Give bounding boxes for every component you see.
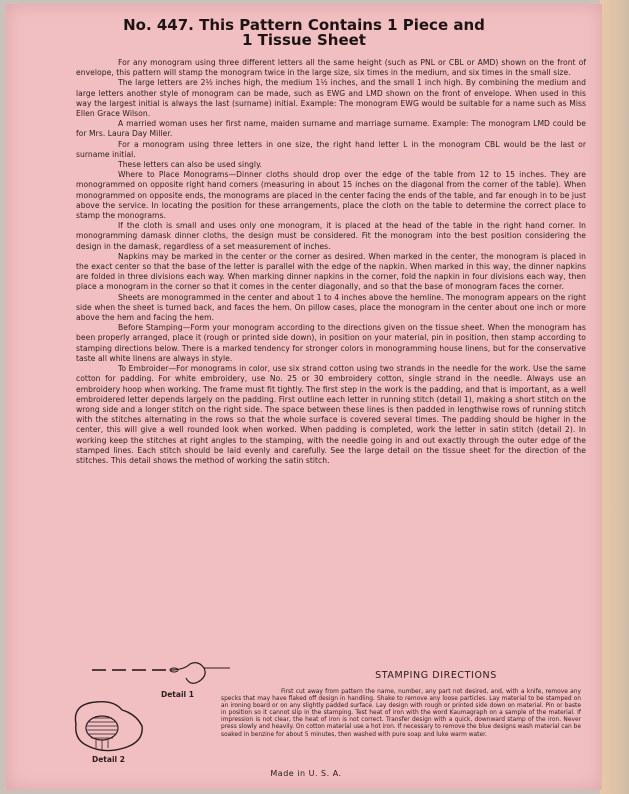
detail-2-label: Detail 2: [92, 755, 125, 764]
paragraph: To Embroider—For monograms in color, use six strand cotton using two strands in the needle for the work. Use the same cotton for padding. For white embroidery, use No. 25 or 30 embroidery cotton, single strand in the needle. Always use an embroidery hoop when working. The frame must fit tightly. The first step in the work is the padding, and that is important, as a well embroidered letter depends largely on the padding. First outline each letter in running stitch (detail 1), making a short stitch on the wrong side and a longer stitch on the right side. The space between these lines is then padded in lengthwise rows of running stitch with the stitches alternating in the rows so that the whole surface is covered several times. The padding should be higher in the center, this will give a well rounded look when worked. When padding is completed, work the letter in satin stitch (detail 2). In working keep the stitches at right angles to the stamping, with the needle going in and out exactly through the outer edge of the stamped lines. Each stitch should be laid evenly and carefully. See the large detail on the tissue sheet for the direction of the stitches. This detail shows the method of working the satin stitch.: [76, 364, 586, 465]
stamping-directions-title: STAMPING DIRECTIONS: [375, 670, 497, 681]
instructions-body: [76, 58, 586, 466]
satin-stitch-icon: [75, 702, 142, 751]
stamping-directions-body: First cut away from pattern the name, number, any part not desired, and, with a knife, remove any specks that may have flaked off design in handling. Shake to remove any loose particles. Lay material to be stamped on an ironing board or on any slightly padded surface. Lay design with rough or printed side down on material. Pin or baste in position so it cannot slip in the stamping. Test heat of iron with the word Kaumagraph on a sample of the material. If impression is not clear, the heat of iron is not correct. Transfer design with a quick, downward stamp of the iron. Never press slowly and heavily. On cotton material use a hot iron. If necessary to remove the blue designs wash material can be soaked in benzine for about 5 minutes, then washed with pure soap and luke warm water.: [221, 689, 582, 738]
paragraph: Sheets are monogrammed in the center and about 1 to 4 inches above the hemline. The monogram appears on the right side when the sheet is turned back, and faces the hem. On pillow cases, place the monogram in the center about one inch or more above the hem and facing the hem.: [76, 292, 586, 323]
envelope-edge: [600, 0, 629, 794]
made-in-label: Made in U. S. A.: [270, 769, 342, 778]
paragraph: For a monogram using three letters in one size, the right hand letter L in the monogram CBL would be the last or surname initial.: [76, 139, 586, 159]
paragraph: These letters can also be used singly.: [118, 160, 263, 170]
paragraph: Before Stamping—Form your monogram according to the directions given on the tissue sheet. When the monogram has been properly arranged, place it (rough or printed side down), in position on your material, pin in position, then stamp according to stamping directions below. There is a marked tendency for stronger colors in monogramming house linens, but for the conservative taste all white linens are always in style.: [76, 323, 586, 363]
paragraph: For any monogram using three different letters all the same height (such as PNL or CBL or AMD) shown on the front of envelope, this pattern will stamp the monogram twice in the large size, six times in the medium, and six times in the small size.: [76, 58, 586, 78]
page-title: [6, 18, 602, 48]
detail-1-label: Detail 1: [161, 690, 194, 699]
paragraph: A married woman uses her first name, maiden surname and marriage surname. Example: The monogram LMD could be for Mrs. Laura Day Miller.: [76, 119, 586, 139]
pattern-sheet: [6, 4, 602, 790]
stamping-directions-text: [221, 689, 581, 739]
paragraph: If the cloth is small and uses only one monogram, it is placed at the head of the table in the right hand corner. In monogramming damask dinner cloths, the design must be considered. Fit the monogram into the best position considering the design in the damask, regardless of a set measurement of inches.: [76, 221, 586, 251]
title-line-1: No. 447. This Pattern Contains 1 Piece and: [123, 16, 485, 34]
title-line-2: 1 Tissue Sheet: [242, 31, 366, 49]
paragraph: The large letters are 2½ inches high, the medium 1½ inches, and the small 1 inch high. By combining the medium and large letters another style of monogram can be made, such as EWG and LMD shown on the front of envelope. When used in this way the largest initial is always the last (surname) initial. Example: The monogram EWG would be suitable for a name such as Miss Ellen Grace Wilson.: [76, 78, 586, 119]
paragraph: Where to Place Monograms—Dinner cloths should drop over the edge of the table from 12 to 15 inches. They are monogrammed on opposite right hand corners (measuring in about 15 inches on the diagonal from the corner of the table). When monogrammed on opposite ends, the monograms are placed in the center facing the ends of the table, and far enough in to be just above the service. In locating the position for these arrangements, place the cloth on the table to determine the correct place to stamp the monograms.: [76, 170, 586, 221]
paragraph: Napkins may be marked in the center or the corner as desired. When marked in the center, the monogram is placed in the exact center so that the base of the letter is parallel with the edge of the napkin. When marked in this way, the dinner napkins are folded in three divisions each way. When marking dinner napkins in the corner, fold the napkin in four divisions each way, then place a monogram in the corner so that it comes in the center diagonally, and so that the base of monogram faces the corner.: [76, 251, 586, 292]
running-stitch-icon: [92, 663, 230, 684]
